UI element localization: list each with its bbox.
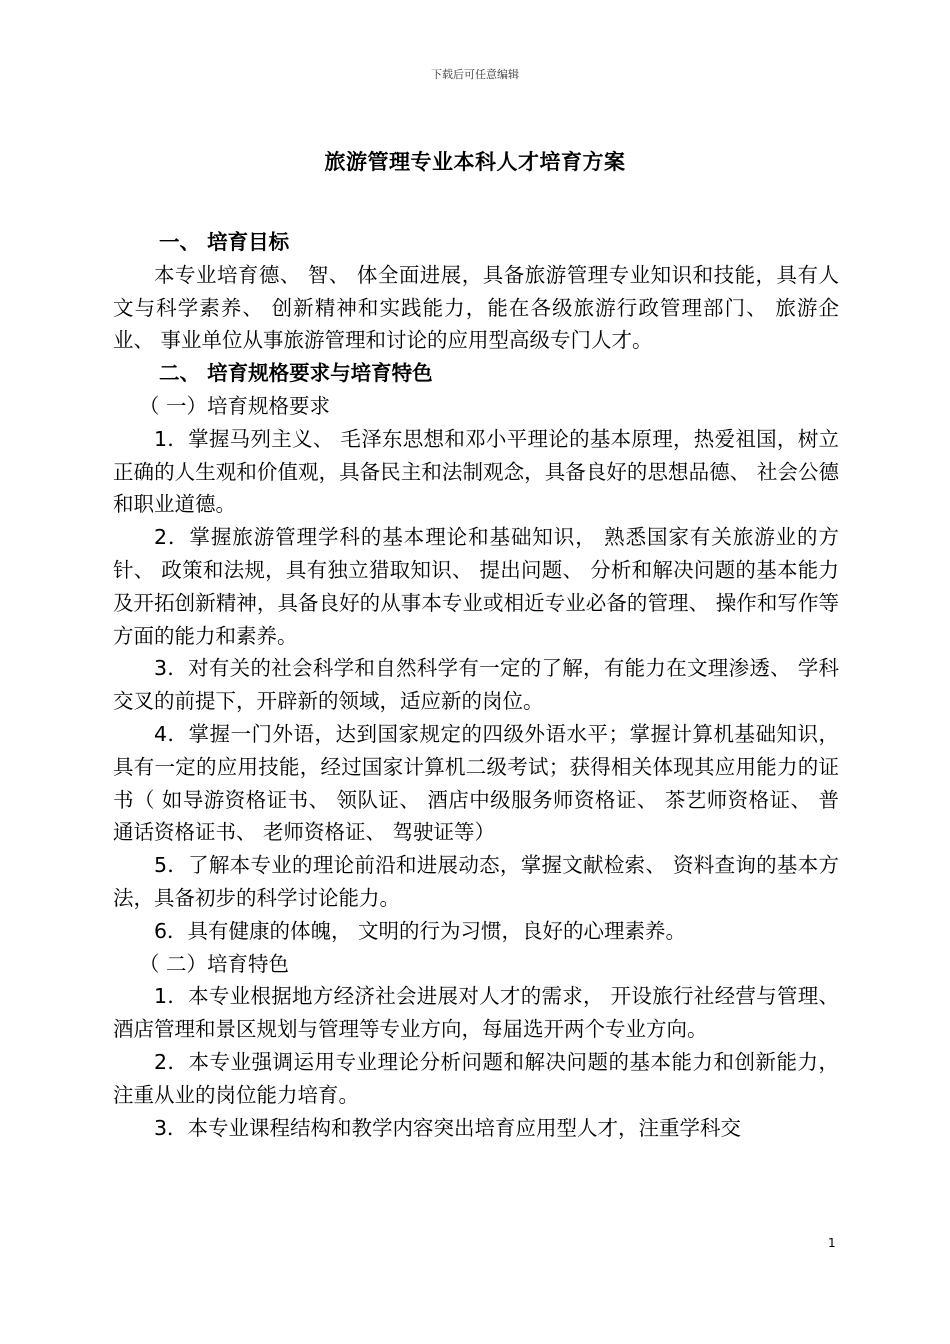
subsection-heading: （ 一）培育规格要求 <box>139 393 331 418</box>
paragraph: 1．掌握马列主义、 毛泽东思想和邓小平理论的基本原理，热爱祖国，树立正确的人生观和价值观，具备民主和法制观念，具备良好的思想品德、 社会公德和职业道德。 <box>113 426 839 517</box>
paragraph: 本专业培育德、 智、 体全面进展，具备旅游管理专业知识和技能，具有人文与科学素养、 创新精神和实践能力，能在各级旅游行政管理部门、 旅游企业、 事业单位从事旅游管理和讨论的应用型高级专门人才。 <box>113 262 839 353</box>
paragraph: 5．了解本专业的理论前沿和进展动态，掌握文献检索、 资料查询的基本方法，具备初步的科学讨论能力。 <box>113 853 839 910</box>
subsection-heading: （ 二）培育特色 <box>139 951 290 976</box>
header-note: 下载后可任意编辑 <box>431 68 519 81</box>
paragraph: 2．掌握旅游管理学科的基本理论和基础知识， 熟悉国家有关旅游业的方针、 政策和法规，具有独立猎取知识、 提出问题、 分析和解决问题的基本能力及开拓创新精神，具备良好的从事本专业或相近专业必备的管理、 操作和写作等方面的能力和素养。 <box>113 525 839 648</box>
paragraph: 6．具有健康的体魄， 文明的行为习惯，良好的心理素养。 <box>154 918 687 943</box>
document-body <box>113 226 839 1144</box>
paragraph: 3．对有关的社会科学和自然科学有一定的了解，有能力在文理渗透、 学科交叉的前提下，开辟新的领域，适应新的岗位。 <box>113 656 839 714</box>
paragraph: 2．本专业强调运用专业理论分析问题和解决问题的基本能力和创新能力，注重从业的岗位能力培育。 <box>113 1049 839 1107</box>
paragraph: 3．本专业课程结构和教学内容突出培育应用型人才，注重学科交 <box>154 1115 742 1140</box>
section-heading: 二、 培育规格要求与培育特色 <box>159 361 433 386</box>
paragraph: 1．本专业根据地方经济社会进展对人才的需求， 开设旅行社经营与管理、 酒店管理和景区规划与管理等专业方向，每届选开两个专业方向。 <box>113 984 839 1042</box>
section-heading: 一、 培育目标 <box>159 230 290 254</box>
document-title: 旅游管理专业本科人才培育方案 <box>324 150 626 174</box>
paragraph: 4．掌握一门外语，达到国家规定的四级外语水平；掌握计算机基础知识，具有一定的应用技能，经过国家计算机二级考试；获得相关体现其应用能力的证书（ 如导游资格证书、 领队证、 酒店中级服务师资格证、 茶艺师资格证、 普通话资格证书、 老师资格证、 驾驶证等） <box>113 721 839 845</box>
page-number: 1 <box>828 1236 836 1250</box>
